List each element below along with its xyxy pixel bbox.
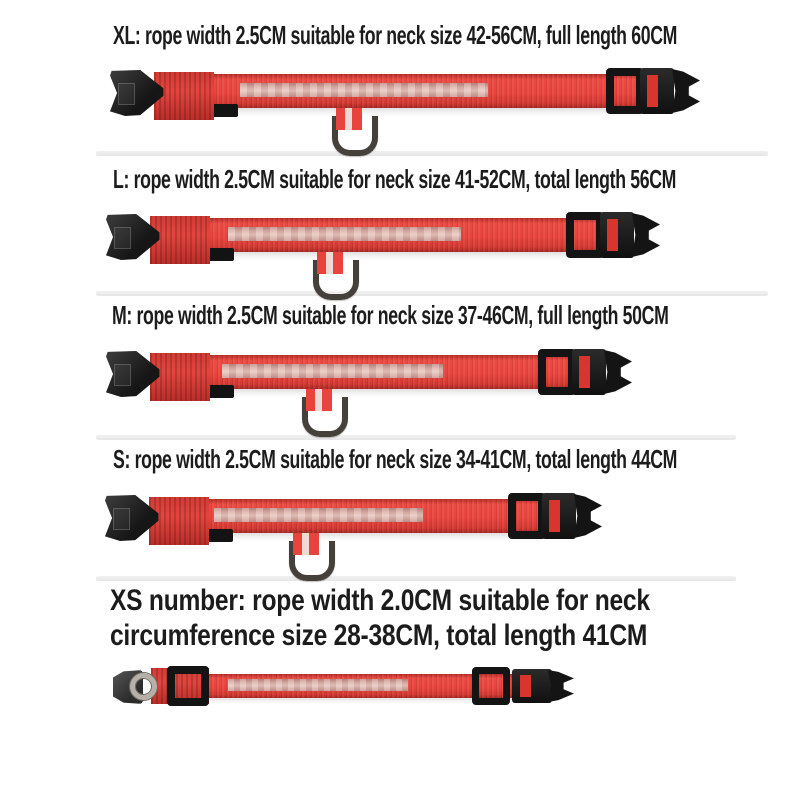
buckle-male-body [600, 212, 634, 258]
buckle-male-body [542, 493, 576, 539]
size-caption-xl: XL: rope width 2.5CM suitable for neck size 42-56CM, full length 60CM [113, 20, 678, 50]
collar-photo-xl [110, 66, 700, 158]
buckle-emboss [114, 364, 131, 386]
d-ring-tab [317, 252, 343, 274]
size-caption-m: M: rope width 2.5CM suitable for neck size 37-46CM, full length 50CM [112, 300, 669, 330]
buckle-emboss [114, 227, 131, 249]
buckle-male-prongs [632, 213, 660, 257]
triglide-slider [538, 349, 576, 395]
d-ring-tab [306, 389, 332, 411]
triglide-slider [566, 212, 604, 258]
collar-photo-l [106, 210, 660, 302]
triglide-slider-right [472, 667, 510, 705]
buckle-male-body [640, 68, 674, 114]
buckle-strap-slot [549, 500, 560, 532]
triglide-slider [508, 493, 546, 539]
d-ring-tab [293, 533, 319, 555]
collar-photo-xs [113, 664, 574, 710]
buckle-strap-slot [520, 675, 531, 697]
size-caption-xs [110, 583, 650, 653]
buckle-male-prongs [574, 494, 602, 538]
led-light-strip [214, 508, 423, 522]
buckle-male-prongs [604, 350, 632, 394]
led-light-strip [222, 364, 443, 378]
size-caption-xs-line1: XS number: rope width 2.0CM suitable for neck [110, 584, 650, 617]
size-caption-xs-line2: circumference size 28-38CM, total length 41CM [110, 619, 648, 652]
led-light-strip [228, 679, 408, 691]
buckle-strap-slot [579, 356, 590, 388]
collar-photo-s [105, 491, 602, 585]
buckle-strap-slot [607, 219, 618, 251]
buckle-emboss [113, 508, 130, 530]
led-light-strip [240, 83, 488, 97]
buckle-male-body [572, 349, 606, 395]
collar-photo-m [106, 347, 632, 441]
metal-o-ring [130, 673, 157, 700]
triglide-slider-left [167, 666, 209, 706]
buckle-strap-slot [647, 75, 658, 107]
d-ring-tab [336, 108, 362, 130]
buckle-male-prongs [548, 670, 574, 702]
size-caption-l: L: rope width 2.5CM suitable for neck size 41-52CM, total length 56CM [113, 164, 677, 194]
led-light-strip [228, 227, 461, 241]
buckle-male-prongs [672, 69, 700, 113]
buckle-emboss [118, 83, 135, 105]
buckle-male-body [512, 669, 552, 703]
size-caption-s: S: rope width 2.5CM suitable for neck size 34-41CM, total length 44CM [113, 444, 678, 474]
triglide-slider [606, 68, 644, 114]
